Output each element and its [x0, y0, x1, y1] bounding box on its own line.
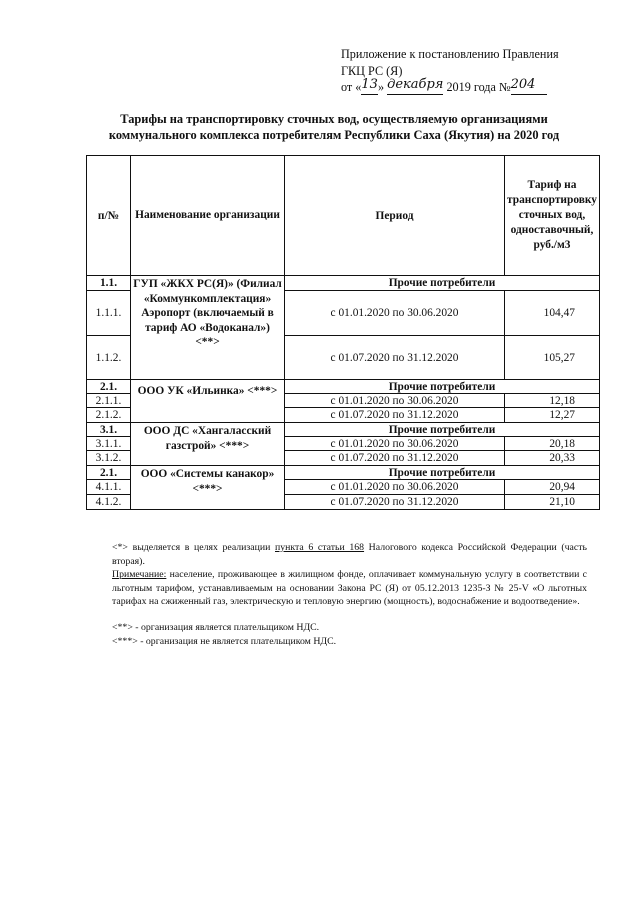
row-value: 21,10: [505, 495, 600, 510]
row-value: 12,27: [505, 408, 600, 423]
row-value: 20,94: [505, 480, 600, 495]
header-period: Период: [285, 156, 505, 276]
appendix-number: 204: [510, 77, 536, 92]
row-period: с 01.07.2020 по 31.12.2020: [285, 495, 505, 510]
row-period: с 01.01.2020 по 30.06.2020: [285, 437, 505, 451]
group-org: ООО ДС «Хангаласский газстрой» <***>: [131, 423, 285, 466]
group-org: ГУП «ЖКХ РС(Я)» (Филиал «Коммункомплектация» Аэропорт (включаемый в тариф АО «Водоканал») <**>: [131, 276, 285, 380]
header-tariff: Тариф на транспортировку сточных вод, одноставочный, руб./м3: [505, 156, 600, 276]
table-row: [87, 380, 600, 394]
row-num: 4.1.2.: [87, 495, 131, 510]
row-period: с 01.07.2020 по 31.12.2020: [285, 408, 505, 423]
tariffs-table: [86, 155, 600, 510]
table-row: [87, 423, 600, 437]
appendix-line-1: Приложение к постановлению Правления: [341, 47, 559, 61]
appendix-month: декабря: [387, 77, 444, 92]
appendix-date-line: [341, 79, 559, 96]
row-num: 2.1.1.: [87, 394, 131, 408]
row-period: с 01.01.2020 по 30.06.2020: [285, 394, 505, 408]
row-value: 105,27: [505, 336, 600, 380]
footnotes: [112, 541, 587, 648]
appendix-line-2: ГКЦ РС (Я): [341, 63, 403, 78]
row-num: 3.1.2.: [87, 451, 131, 466]
footnote-text: Налогового кодекса Российской Федерации (часть вторая).: [112, 542, 588, 567]
appendix-header: [341, 46, 559, 96]
appendix-year: 2019 года №: [446, 80, 511, 94]
footnote-remark: [112, 568, 587, 609]
header-org: Наименование организации: [131, 156, 285, 276]
group-org: ООО УК «Ильинка» <***>: [131, 380, 285, 423]
row-value: 104,47: [505, 291, 600, 336]
row-value: 20,18: [505, 437, 600, 451]
group-category: Прочие потребители: [285, 276, 600, 291]
appendix-sep: »: [377, 80, 385, 94]
group-num: 2.1.: [87, 466, 131, 480]
table-row: [87, 466, 600, 480]
group-num: 1.1.: [87, 276, 131, 291]
law-link[interactable]: пункта 6 статьи 168: [275, 542, 365, 553]
row-num: 4.1.1.: [87, 480, 131, 495]
row-num: 3.1.1.: [87, 437, 131, 451]
appendix-from: от «: [341, 80, 362, 94]
row-num: 1.1.2.: [87, 336, 131, 380]
row-period: с 01.07.2020 по 31.12.2020: [285, 451, 505, 466]
group-category: Прочие потребители: [285, 466, 600, 480]
remark-label: Примечание:: [112, 569, 167, 581]
row-num: 1.1.1.: [87, 291, 131, 336]
document-title: Тарифы на транспортировку сточных вод, осуществляемую организациями коммунального комплекса потребителям Республики Саха (Якутия) на 2020 год: [108, 112, 560, 142]
footnote-vat-note: [112, 541, 587, 568]
table-row: [87, 276, 600, 291]
group-category: Прочие потребители: [285, 380, 600, 394]
row-period: с 01.01.2020 по 30.06.2020: [285, 480, 505, 495]
header-num: п/№: [87, 156, 131, 276]
row-value: 12,18: [505, 394, 600, 408]
footnote-text: <*> выделяется в целях реализации: [112, 542, 275, 553]
group-org: ООО «Системы канакор» <***>: [131, 466, 285, 510]
appendix-day: 13: [361, 77, 378, 92]
row-period: с 01.07.2020 по 31.12.2020: [285, 336, 505, 380]
group-num: 3.1.: [87, 423, 131, 437]
footnote-vat-payer: <**> - организация является плательщиком НДС.: [112, 621, 320, 633]
footnote-vat-nonpayer: <***> - организация не является плательщиком НДС.: [112, 635, 337, 647]
table-header-row: [87, 156, 600, 276]
group-num: 2.1.: [87, 380, 131, 394]
group-category: Прочие потребители: [285, 423, 600, 437]
row-value: 20,33: [505, 451, 600, 466]
row-num: 2.1.2.: [87, 408, 131, 423]
row-period: с 01.01.2020 по 30.06.2020: [285, 291, 505, 336]
remark-text: население, проживающее в жилищном фонде, оплачивает коммунальную услугу в соответствии с льготным тарифом, устанавливаемым на основании Закона РС (Я) от 05.12.2013 1235-З № 25-V «О льготных тарифах на сжиженный газ, электрическую и тепловую энергию (мощность), водоснабжение и водоотведение».: [112, 569, 587, 608]
